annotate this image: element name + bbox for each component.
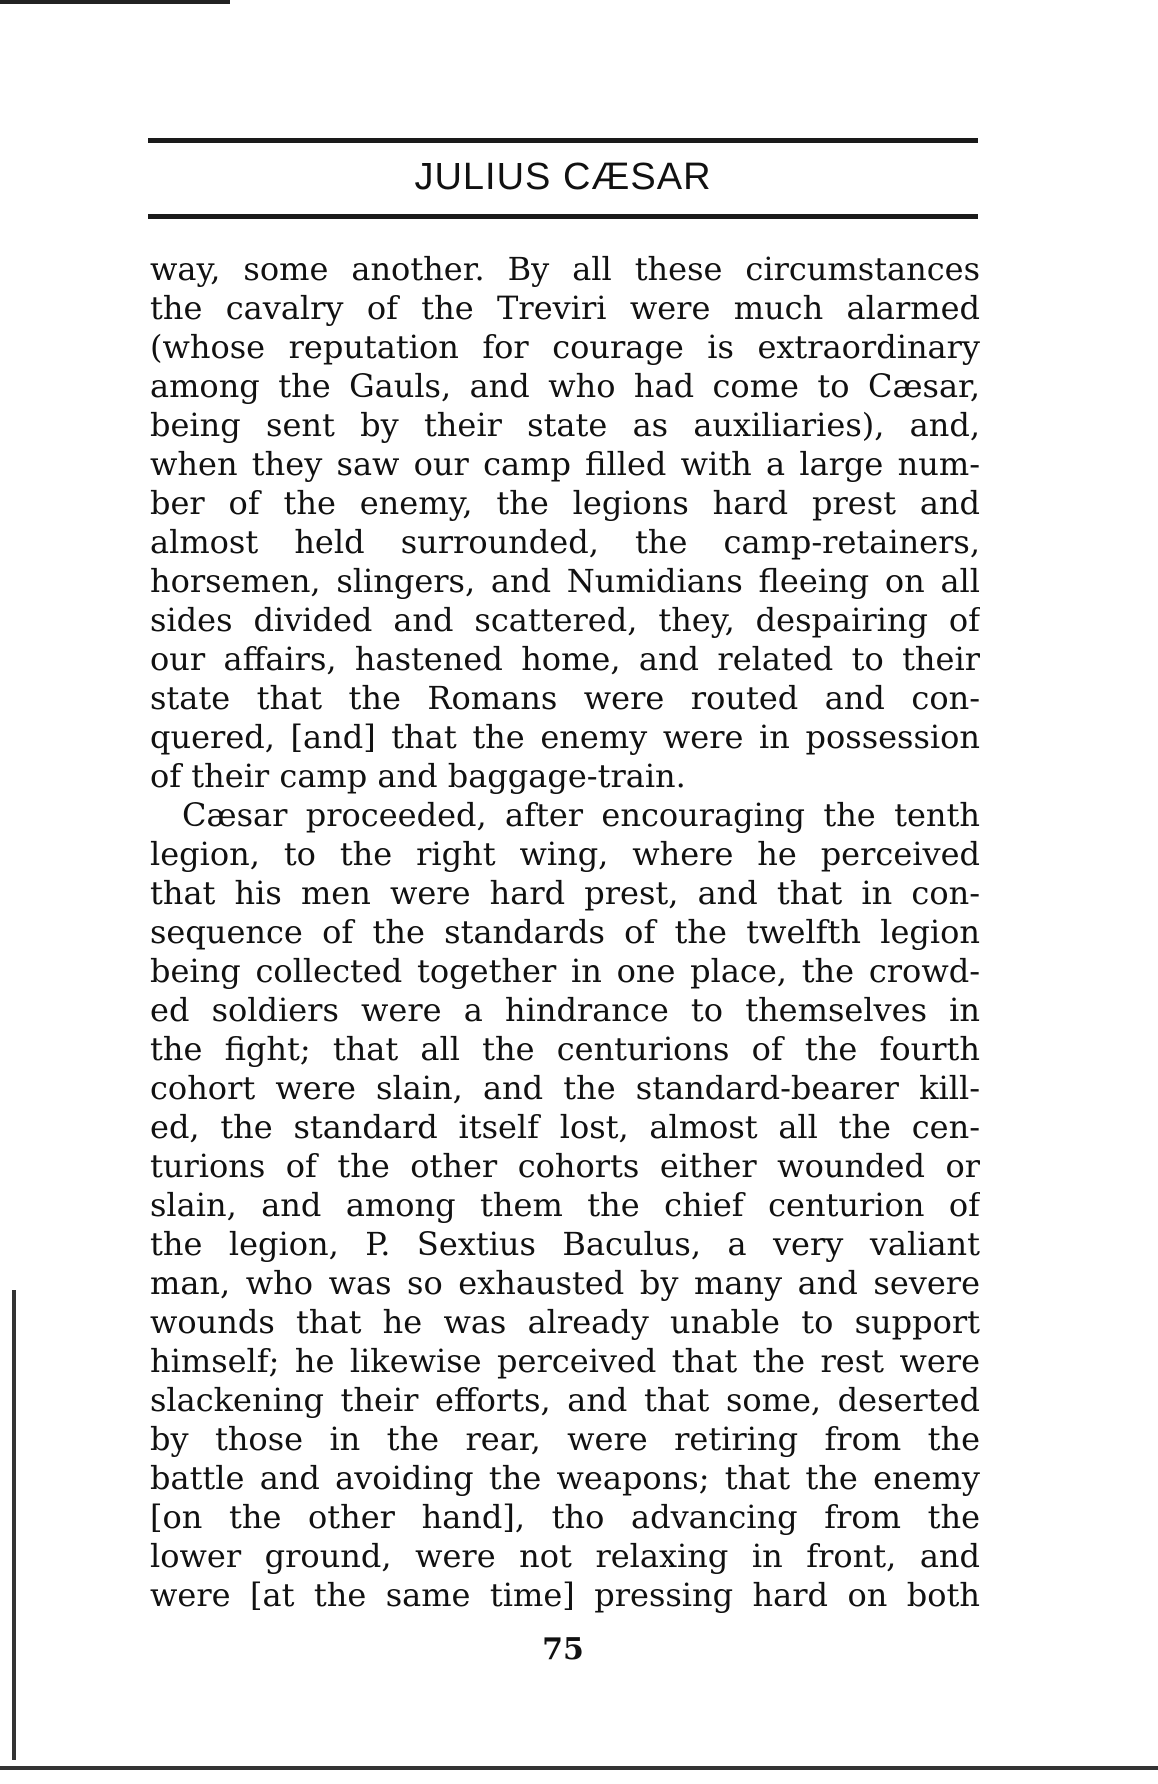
text-line: ed soldiers were a hindrance to themselves in: [150, 991, 980, 1029]
text-line: (whose reputation for courage is extraordinary: [150, 328, 980, 366]
text-line: the fight; that all the centurions of the fourth: [150, 1030, 980, 1068]
scan-bottom-edge: [0, 1766, 1158, 1770]
text-line: battle and avoiding the weapons; that the enemy: [150, 1459, 980, 1497]
header-rule-bottom: [148, 214, 978, 219]
text-line: being collected together in one place, the crowd-: [150, 952, 980, 990]
text-line: the legion, P. Sextius Baculus, a very valiant: [150, 1225, 980, 1263]
text-line: when they saw our camp filled with a large num-: [150, 445, 980, 483]
text-line: among the Gauls, and who had come to Cæsar,: [150, 367, 980, 405]
text-line: our affairs, hastened home, and related to their: [150, 640, 980, 678]
body-text: [150, 250, 980, 1615]
text-line: sides divided and scattered, they, despairing of: [150, 601, 980, 639]
text-line: slackening their efforts, and that some, deserted: [150, 1381, 980, 1419]
text-line: slain, and among them the chief centurion of: [150, 1186, 980, 1224]
text-line: being sent by their state as auxiliaries), and,: [150, 406, 980, 444]
text-line: wounds that he was already unable to support: [150, 1303, 980, 1341]
text-line: himself; he likewise perceived that the rest were: [150, 1342, 980, 1380]
text-line: horsemen, slingers, and Numidians fleeing on all: [150, 562, 980, 600]
running-head-title: JULIUS CÆSAR: [414, 156, 712, 198]
text-line: man, who was so exhausted by many and severe: [150, 1264, 980, 1302]
text-line: way, some another. By all these circumstances: [150, 250, 980, 288]
text-line: ber of the enemy, the legions hard prest and: [150, 484, 980, 522]
text-line: that his men were hard prest, and that in con-: [150, 874, 980, 912]
text-line: were [at the same time] pressing hard on both: [150, 1576, 980, 1614]
text-line: ed, the standard itself lost, almost all the cen-: [150, 1108, 980, 1146]
text-line: turions of the other cohorts either wounded or: [150, 1147, 980, 1185]
page-number: 75: [542, 1632, 584, 1667]
text-line: the cavalry of the Treviri were much alarmed: [150, 289, 980, 327]
text-line: legion, to the right wing, where he perceived: [150, 835, 980, 873]
scan-binding-edge: [12, 1290, 16, 1760]
text-line: lower ground, were not relaxing in front, and: [150, 1537, 980, 1575]
text-line: quered, [and] that the enemy were in possession: [150, 718, 980, 756]
paragraph-start-line: Cæsar proceeded, after encouraging the tenth: [182, 796, 980, 834]
text-line: of their camp and baggage-train.: [150, 757, 686, 795]
header-rule-top: [148, 138, 978, 143]
text-line: [on the other hand], tho advancing from the: [150, 1498, 980, 1536]
scan-artifact-mark: [0, 0, 230, 4]
text-line: sequence of the standards of the twelfth legion: [150, 913, 980, 951]
text-line: almost held surrounded, the camp-retainers,: [150, 523, 980, 561]
text-line: by those in the rear, were retiring from the: [150, 1420, 980, 1458]
text-line: state that the Romans were routed and con-: [150, 679, 980, 717]
text-line: cohort were slain, and the standard-bearer kill-: [150, 1069, 980, 1107]
